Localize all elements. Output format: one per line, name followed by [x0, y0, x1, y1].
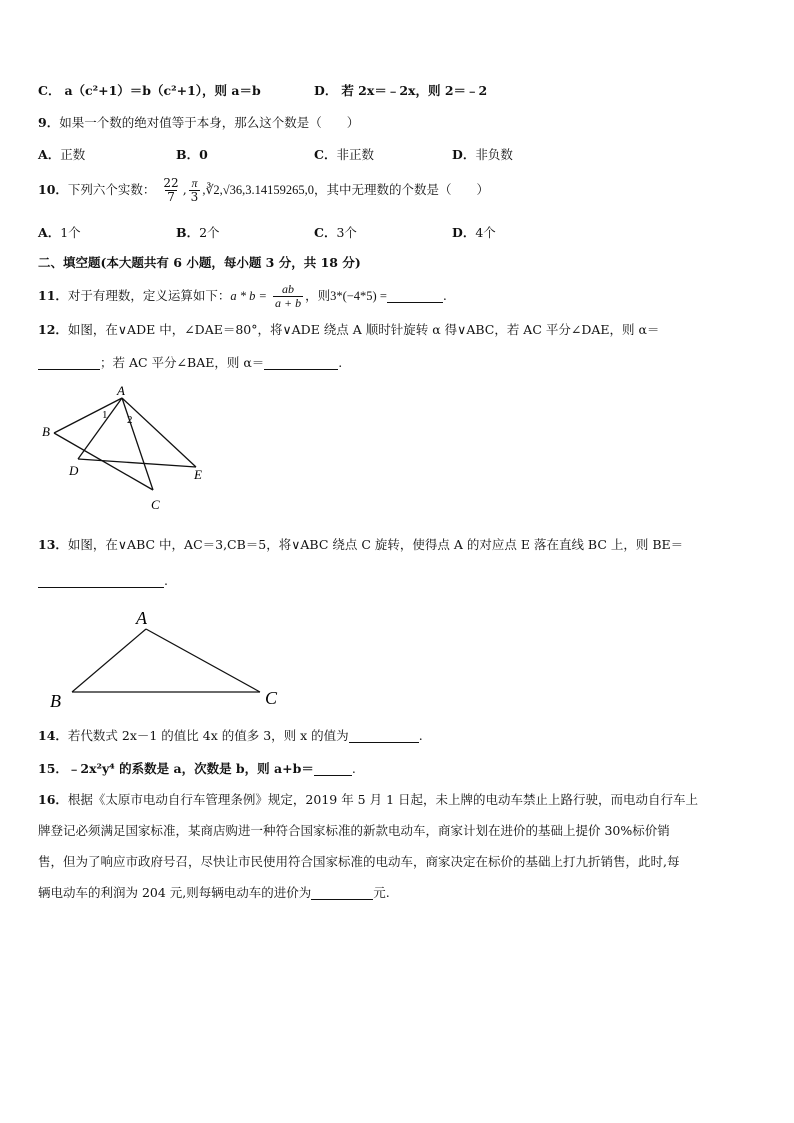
answer-blank[interactable] [264, 355, 338, 370]
q12-text-2: ；若 AC 平分∠BAE，则 α＝ [100, 355, 265, 370]
q16-unit: 元. [373, 885, 390, 900]
fraction-numerator: ab [282, 282, 295, 296]
segment-AB [72, 629, 146, 692]
segment-AC [146, 629, 260, 692]
answer-blank[interactable] [349, 728, 419, 743]
option-label: C． [38, 83, 61, 98]
answer-blank[interactable] [38, 355, 100, 370]
q10-text-post: 其中无理数的个数是（ ） [326, 182, 490, 197]
q13-figure [46, 606, 296, 714]
q8-option-d [314, 82, 487, 100]
option-label: D． [452, 147, 476, 162]
option-text: 0 [199, 147, 208, 162]
segment-AB [54, 398, 122, 433]
option-label: A． [38, 225, 61, 240]
q11-text-mid: ，则 [305, 288, 331, 303]
option-text: 非负数 [475, 147, 513, 162]
q13-stem-line1 [38, 536, 683, 554]
question-number: 16． [38, 792, 68, 807]
point-label-a: A [117, 383, 125, 398]
question-number: 13． [38, 537, 68, 552]
question-number: 10． [38, 182, 68, 197]
period: . [442, 288, 447, 303]
period: . [338, 355, 343, 370]
q16-line4 [38, 884, 390, 902]
option-label: C． [314, 225, 337, 240]
period: . [418, 728, 423, 743]
answer-blank[interactable] [311, 885, 373, 900]
fraction-denominator: 3 [190, 190, 199, 204]
q16-line2 [38, 822, 670, 840]
q16-text-line3: 售，但为了响应市政府号召，尽快让市民使用符合国家标准的电动车，商家决定在标价的基础上打九折销售，此时,每 [38, 854, 680, 869]
option-text: 正数 [60, 147, 86, 162]
q9-option-a [38, 145, 85, 163]
q10-text-pre: 下列六个实数： [67, 182, 156, 197]
option-text: 2个 [199, 225, 220, 240]
q16-text-line2: 牌登记必须满足国家标准，某商店购进一种符合国家标准的新款电动车，商家计划在进价的基础上提价 30%标价销 [38, 823, 670, 838]
q16-text-line4: 辆电动车的利润为 204 元,则每辆电动车的进价为 [38, 885, 312, 900]
q9-option-b [176, 145, 208, 163]
q15-text: ﹣2x²y⁴ 的系数是 a，次数是 b，则 a+b＝ [67, 761, 314, 776]
q10-option-c [314, 223, 357, 241]
q11-text-pre: 对于有理数，定义运算如下： [67, 288, 231, 303]
option-label: C． [314, 147, 337, 162]
option-label: D． [314, 83, 338, 98]
point-label-c: C [151, 497, 160, 512]
fraction-denominator: 7 [167, 190, 175, 204]
fraction-denominator: a + b [274, 296, 302, 310]
angle-label-2: 2 [127, 414, 133, 426]
q14-text: 若代数式 2x－1 的值比 4x 的值多 3，则 x 的值为 [67, 728, 349, 743]
answer-blank[interactable] [38, 573, 164, 588]
q10-option-b [176, 223, 220, 241]
segment-BC [54, 433, 153, 490]
question-number: 11． [38, 288, 68, 303]
answer-blank[interactable] [387, 288, 443, 303]
q10-number-list: ,∛2,√36,3.14159265,0， [202, 183, 327, 197]
q16-line1 [38, 791, 698, 809]
q13-stem-line2 [38, 572, 168, 590]
fraction-pi-3 [189, 177, 201, 204]
period: . [351, 761, 356, 776]
point-label-b: B [50, 691, 61, 711]
question-number: 12． [38, 322, 68, 337]
q12-text: 如图，在∨ADE 中，∠DAE＝80°，将∨ADE 绕点 A 顺时针旋转 α 得∨ABC，若 AC 平分∠DAE，则 α＝ [67, 322, 660, 337]
q9-text: 如果一个数的绝对值等于本身，那么这个数是（ ） [59, 115, 360, 130]
point-label-d: D [69, 463, 79, 478]
fraction-numerator: 22 [163, 176, 179, 190]
q11-fraction [273, 283, 303, 310]
question-number: 9． [38, 115, 60, 130]
q16-text-line1: 根据《太原市电动自行车管理条例》规定，2019 年 5 月 1 日起，未上牌的电动车禁止上路行驶，而电动自行车上 [67, 792, 698, 807]
angle-label-1: 1 [102, 409, 108, 421]
option-text: 4个 [475, 225, 496, 240]
question-number: 14． [38, 728, 68, 743]
answer-blank[interactable] [314, 761, 352, 776]
point-label-c: C [265, 688, 278, 708]
q10-stem: 10．下列六个实数： $\frac{22}{7}$ , $\frac{\pi}{3}$ ,∛2,√36,3.14159265,0，其中无理数的个数是（ ） [38, 176, 490, 204]
option-label: B． [176, 147, 200, 162]
point-label-a: A [136, 608, 147, 628]
q12-stem-line1 [38, 321, 659, 339]
q15-stem [38, 760, 356, 778]
q9-stem [38, 114, 359, 132]
q12-stem-line2 [38, 354, 342, 372]
q16-line3 [38, 853, 679, 871]
q8-option-c [38, 82, 261, 100]
q14-stem [38, 727, 423, 745]
q8-option-c-text: a（c²+1）＝b（c²+1），则 a＝b [64, 83, 261, 98]
q9-option-c [314, 145, 374, 163]
period: . [164, 573, 168, 588]
q10-option-a [38, 223, 81, 241]
q13-text: 如图，在∨ABC 中，AC＝3,CB＝5，将∨ABC 绕点 C 旋转，使得点 A 的对应点 E 落在直线 BC 上，则 BE＝ [67, 537, 684, 552]
option-label: A． [38, 147, 61, 162]
q8-option-d-text: 若 2x＝﹣2x，则 2＝﹣2 [341, 83, 488, 98]
fraction-22-7 [161, 177, 180, 204]
option-text: 3个 [336, 225, 357, 240]
point-label-e: E [194, 467, 202, 482]
q9-option-d [452, 145, 513, 163]
fraction-numerator: π [191, 176, 198, 190]
option-label: B． [176, 225, 200, 240]
q12-figure [36, 382, 216, 514]
option-text: 1个 [60, 225, 81, 240]
segment-AD [78, 398, 122, 459]
segment-DE [78, 459, 196, 467]
option-text: 非正数 [336, 147, 374, 162]
q10-option-d [452, 223, 496, 241]
q11-stem [38, 278, 447, 314]
question-number: 15． [38, 761, 68, 776]
q11-expression: 3*(−4*5) = [330, 289, 387, 303]
option-label: D． [452, 225, 476, 240]
point-label-b: B [42, 424, 50, 439]
q11-definition-left: a * b = [230, 289, 267, 303]
section-heading: 二、填空题(本大题共有 6 小题，每小题 3 分，共 18 分) [38, 255, 361, 270]
